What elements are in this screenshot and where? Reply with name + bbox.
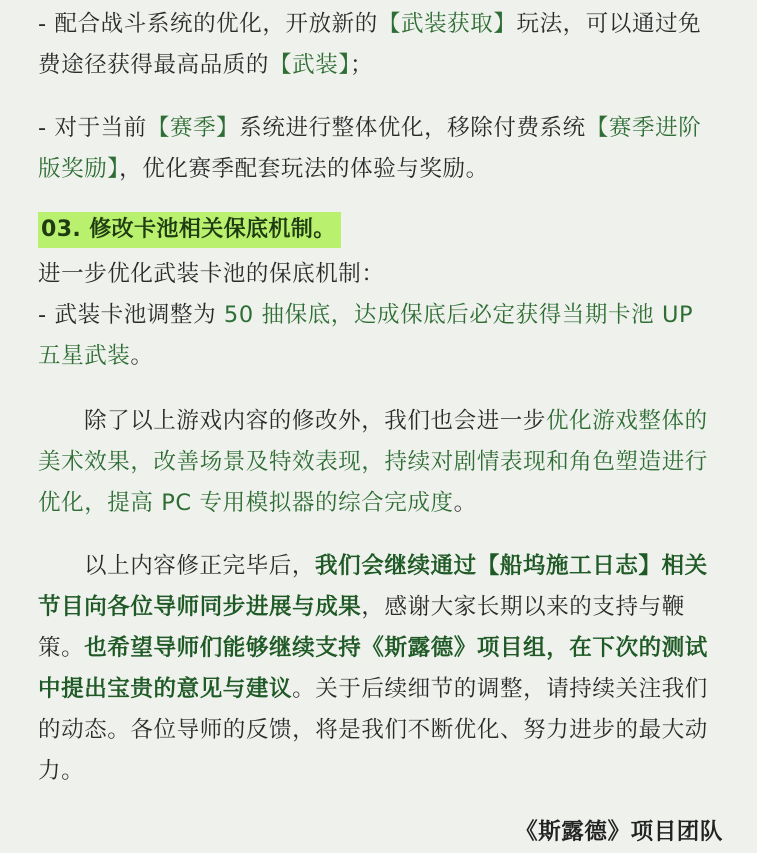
item-mid: 玩法，可以通过免费途径获得最高品质的	[38, 11, 702, 78]
paragraph-mid: ，感谢大家长期以来的支持与鞭策。	[38, 594, 685, 661]
paragraph-prefix: 除了以上游戏内容的修改外，我们也会进一步	[84, 408, 547, 434]
paragraph-highlight: 优化游戏整体的美术效果，改善场景及特效表现，持续对剧情表现和角色塑造进行优化，提高 PC 专用模拟器的综合完成度	[38, 408, 708, 516]
paragraph-suffix: 。关于后续细节的调整，请持续关注我们的动态。各位导师的反馈，将是我们不断优化、努力进步的最大动力。	[38, 676, 708, 784]
section2-item-season	[38, 108, 723, 190]
team-signature: 《斯露德》项目团队	[515, 819, 723, 845]
item-highlight: 【武装获取】	[377, 11, 517, 37]
paragraph-bold-1: 我们会继续通过【船坞施工日志】相关节目向各位导师同步进展与成果	[38, 553, 708, 620]
item-suffix: ，优化赛季配套玩法的体验与奖励。	[119, 156, 489, 182]
item-suffix: ；	[350, 52, 374, 78]
paragraph-bold-2: 也希望导师们能够继续支持《斯露德》项目组，在下次的测试中提出宝贵的意见与建议	[38, 635, 708, 702]
item-prefix: - 配合战斗系统的优化，开放新的	[38, 11, 378, 37]
item-highlight-2: 【赛季进阶版奖励】	[38, 115, 702, 182]
item-prefix: - 武装卡池调整为	[38, 302, 217, 328]
item-mid: 系统进行整体优化，移除付费系统	[239, 115, 586, 141]
item-highlight: 50 抽保底，达成保底后必定获得当期卡池 UP 五星武装	[38, 302, 694, 369]
section3-item-gacha-pity	[38, 295, 723, 377]
paragraph-suffix: 。	[453, 490, 477, 516]
paragraph-prefix: 以上内容修正完毕后，	[84, 553, 316, 579]
item-highlight-2: 【武装】	[269, 52, 351, 78]
paragraph-closing	[38, 546, 723, 792]
item-highlight: 【赛季】	[146, 115, 240, 141]
section3-intro: 进一步优化武装卡池的保底机制：	[38, 261, 385, 287]
section3-heading: 03. 修改卡池相关保底机制。	[38, 212, 341, 248]
item-prefix: - 对于当前	[38, 115, 147, 141]
item-suffix: 。	[130, 343, 154, 369]
section2-item-weapon-acquisition	[38, 4, 723, 86]
paragraph-art-improvements	[38, 401, 723, 524]
